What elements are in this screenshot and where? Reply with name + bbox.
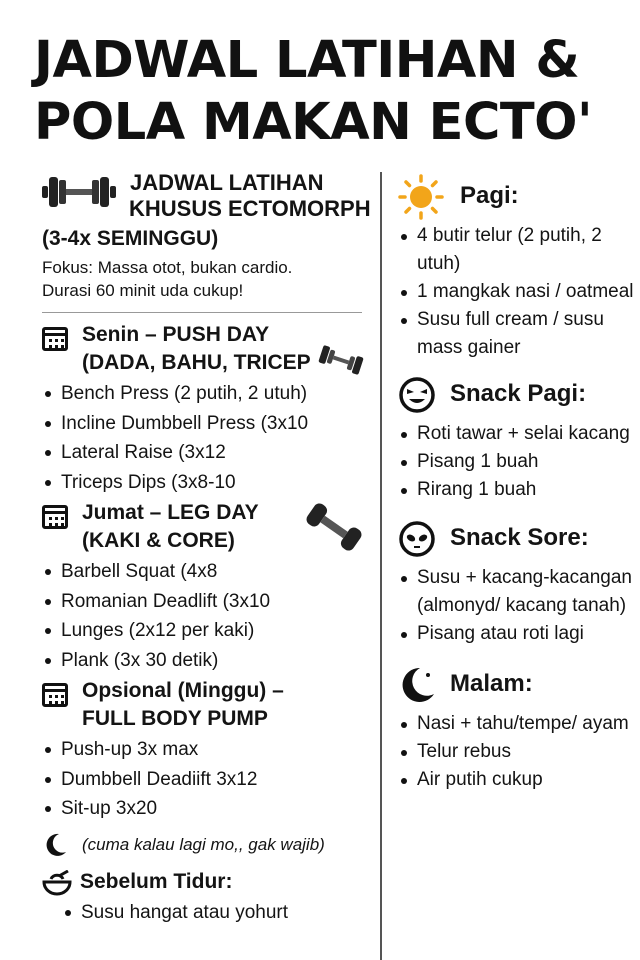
list-item: Incline Dumbbell Press (3x10	[42, 409, 372, 439]
workout-heading	[42, 170, 372, 222]
day-title: Senin – PUSH DAY	[82, 323, 270, 346]
day-monday-heading	[42, 321, 372, 377]
optional-note	[42, 832, 372, 858]
list-item: Lateral Raise (3x12	[42, 438, 372, 468]
workout-duration: Durasi 60 minit uda cukup!	[42, 281, 244, 300]
list-item: Nasi + tahu/tempe/ ayam	[398, 710, 636, 738]
section-divider	[42, 312, 362, 313]
day-subtitle: FULL BODY PUMP	[82, 707, 268, 730]
day-title: Jumat – LEG DAY	[82, 501, 259, 524]
bedtime-title: Sebelum Tidur:	[80, 869, 233, 893]
list-item: Sit-up 3x20	[42, 794, 372, 824]
day-subtitle: (KAKI & CORE)	[82, 529, 235, 552]
meal-list	[398, 222, 636, 362]
workout-heading-line-1: JADWAL LATIHAN	[130, 170, 324, 195]
list-item: Roti tawar + selai kacang	[398, 420, 636, 448]
list-item: Susu hangat atau yohurt	[62, 898, 372, 928]
title-line-2: POLA MAKAN ECTO'	[34, 93, 593, 152]
exercise-list	[42, 379, 372, 497]
list-item: Rirang 1 buah	[398, 476, 636, 504]
day-optional-heading	[42, 677, 372, 733]
meal-list	[398, 710, 636, 794]
calendar-icon	[42, 327, 68, 351]
day-subtitle: (DADA, BAHU, TRICEP	[82, 351, 311, 374]
day-friday-heading	[42, 499, 372, 555]
meal-morning-snack-heading	[398, 374, 636, 414]
title-line-1: JADWAL LATIHAN &	[34, 31, 580, 90]
dumbbell-icon	[304, 501, 364, 553]
list-item: Triceps Dips (3x8-10	[42, 468, 372, 498]
moon-icon	[398, 666, 436, 704]
meal-title: Malam:	[450, 670, 533, 697]
column-divider	[380, 172, 382, 960]
meal-column	[398, 170, 636, 794]
list-item: Dumbbell Deadiift 3x12	[42, 765, 372, 795]
exercise-list	[42, 557, 372, 675]
exercise-list	[42, 735, 372, 824]
workout-frequency: (3-4x SEMINGGU)	[42, 227, 219, 250]
list-item: Romanian Deadlift (3x10	[42, 587, 372, 617]
meal-afternoon-snack-heading	[398, 518, 636, 558]
list-item: Lunges (2x12 per kaki)	[42, 616, 372, 646]
list-item: Telur rebus	[398, 738, 636, 766]
meal-list	[398, 564, 636, 648]
moon-icon	[42, 832, 68, 858]
list-item: Push-up 3x max	[42, 735, 372, 765]
list-item: Susu + kacang-kacangan (almonyd/ kacang tanah)	[398, 564, 636, 620]
workout-heading-line-2: KHUSUS ECTOMORPH	[129, 196, 371, 221]
calendar-icon	[42, 505, 68, 529]
meal-evening-heading	[398, 664, 636, 704]
day-title: Opsional (Minggu) –	[82, 679, 284, 702]
sun-icon	[398, 174, 444, 220]
face-icon	[398, 376, 436, 414]
meal-list	[398, 420, 636, 504]
optional-note-text: (cuma kalau lagi mo,, gak wajib)	[82, 834, 325, 854]
meal-title: Snack Pagi:	[450, 380, 587, 407]
list-item: 4 butir telur (2 putih, 2 utuh)	[398, 222, 636, 278]
dumbbell-icon	[318, 345, 364, 375]
bedtime-list	[62, 898, 372, 928]
meal-morning-heading	[398, 176, 636, 216]
meal-title: Snack Sore:	[450, 524, 589, 551]
bowl-icon	[42, 870, 72, 896]
page-title	[34, 30, 634, 154]
list-item: Pisang atau roti lagi	[398, 620, 636, 648]
list-item: Pisang 1 buah	[398, 448, 636, 476]
list-item: Barbell Squat (4x8	[42, 557, 372, 587]
workout-focus: Fokus: Massa otot, bukan cardio.	[42, 258, 293, 277]
list-item: Air putih cukup	[398, 766, 636, 794]
workout-column	[42, 170, 372, 927]
meal-title: Pagi:	[460, 182, 519, 209]
alien-icon	[398, 520, 436, 558]
dumbbell-icon	[42, 172, 116, 212]
list-item: Bench Press (2 putih, 2 utuh)	[42, 379, 372, 409]
list-item: Susu full cream / susu mass gainer	[398, 306, 636, 362]
list-item: Plank (3x 30 detik)	[42, 646, 372, 676]
bedtime-heading	[42, 868, 372, 896]
list-item: 1 mangkak nasi / oatmeal	[398, 278, 636, 306]
calendar-icon	[42, 683, 68, 707]
